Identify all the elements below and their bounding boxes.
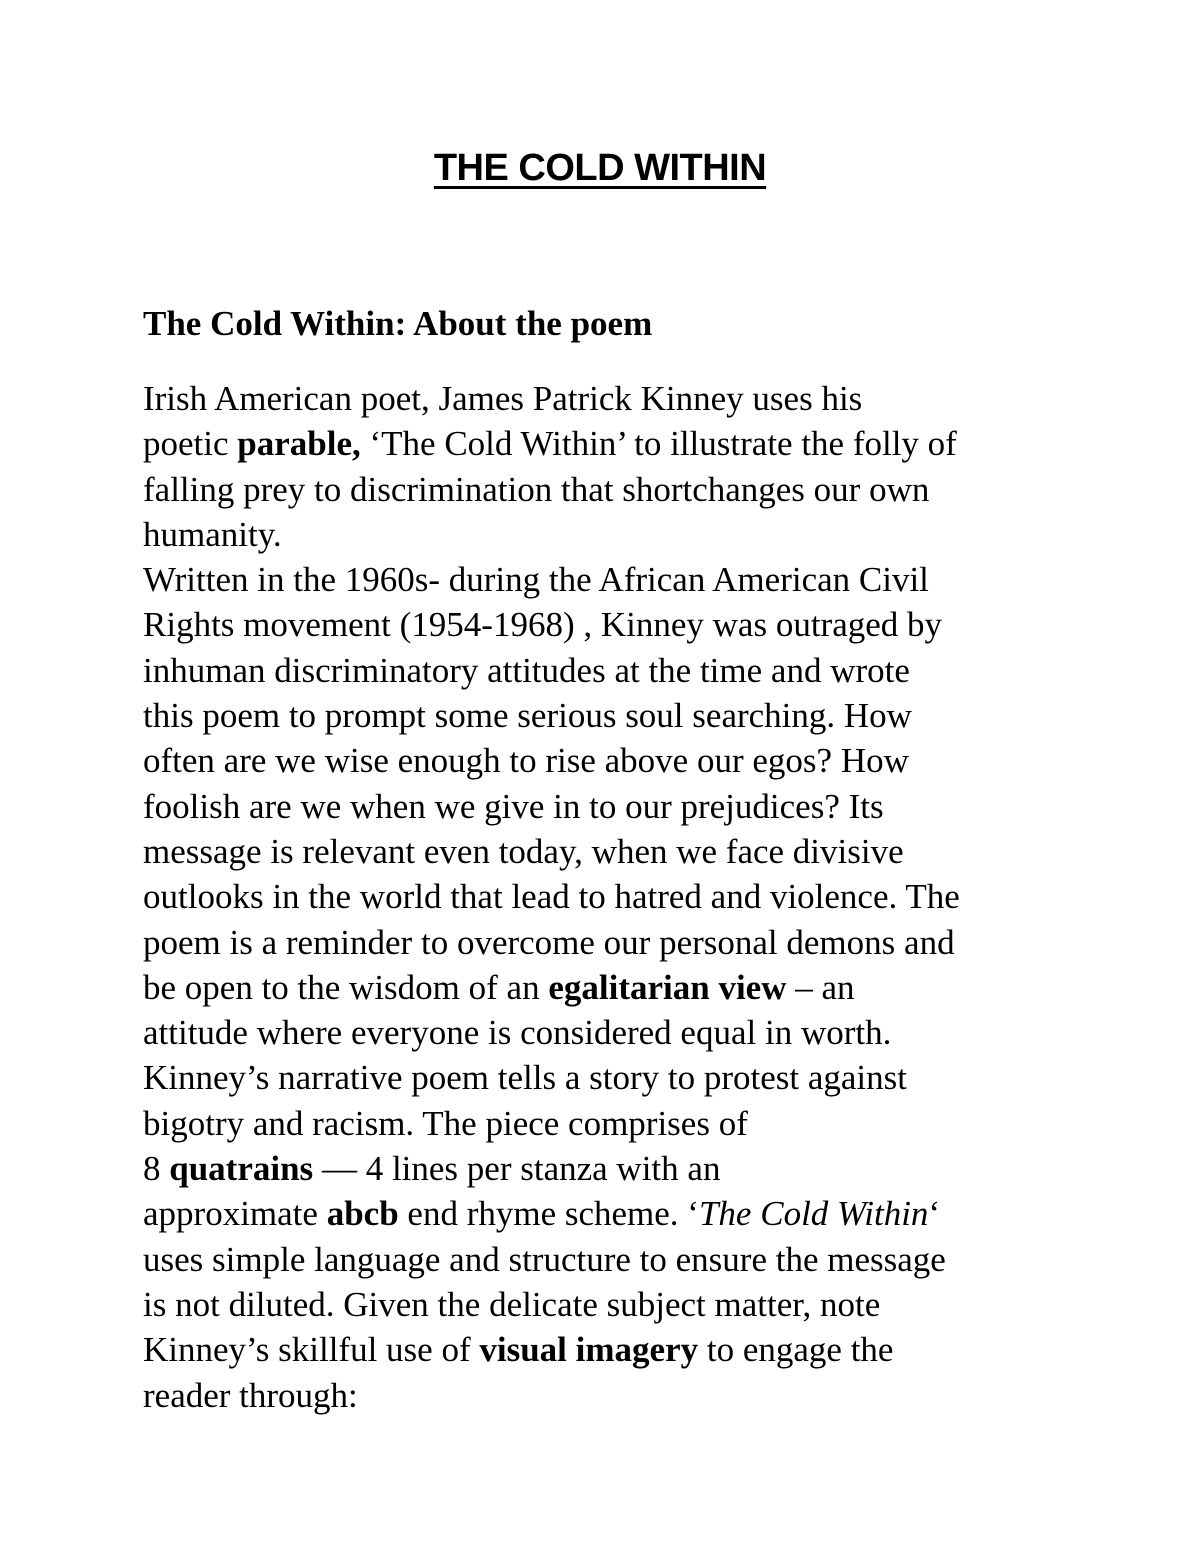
text-line	[143, 1055, 1103, 1100]
text-line	[143, 784, 1103, 829]
text-line	[143, 1237, 1103, 1282]
text-line	[143, 602, 1103, 647]
text-line	[143, 1146, 1103, 1191]
text-line	[143, 965, 1103, 1010]
text-run: uses simple language and structure to ensure the message	[143, 1239, 946, 1279]
text-line	[143, 1327, 1103, 1372]
text-line	[143, 421, 1103, 466]
text-run: inhuman discriminatory attitudes at the time and wrote	[143, 650, 910, 690]
body-text	[143, 376, 1103, 1418]
text-line	[143, 648, 1103, 693]
text-run: ‘	[928, 1194, 941, 1234]
text-run: Written in the 1960s- during the African American Civil	[143, 560, 929, 600]
bold-term: parable,	[237, 424, 361, 464]
text-line	[143, 874, 1103, 919]
text-run: bigotry and racism. The piece comprises of	[143, 1103, 748, 1143]
text-line	[143, 738, 1103, 783]
text-run: to engage the	[698, 1330, 894, 1370]
bold-term: egalitarian view	[548, 967, 787, 1007]
text-run: — 4 lines per stanza with an	[313, 1149, 721, 1189]
text-line	[143, 557, 1103, 602]
text-run: poetic	[143, 424, 238, 464]
text-run: end rhyme scheme. ‘	[398, 1194, 699, 1234]
document-title-text: THE COLD WITHIN	[433, 147, 767, 189]
text-run: – an	[786, 967, 855, 1007]
text-run: Rights movement (1954-1968) , Kinney was outraged by	[143, 605, 943, 645]
text-run: 8	[143, 1149, 170, 1189]
text-run: falling prey to discrimination that shortchanges our own	[143, 469, 930, 509]
text-run: Irish American poet, James Patrick Kinney uses his	[143, 379, 863, 418]
text-line	[143, 512, 1103, 557]
text-run: Kinney’s skillful use of	[143, 1330, 480, 1370]
section-heading: The Cold Within: About the poem	[143, 304, 653, 343]
text-line	[143, 920, 1103, 965]
text-line	[143, 1373, 1103, 1418]
text-line	[143, 829, 1103, 874]
bold-term: quatrains	[169, 1149, 314, 1189]
text-run: this poem to prompt some serious soul searching. How	[143, 696, 912, 736]
text-line	[143, 1191, 1103, 1236]
text-run: often are we wise enough to rise above our egos? How	[143, 741, 909, 781]
text-line	[143, 1101, 1103, 1146]
text-line	[143, 1010, 1103, 1055]
text-line	[143, 376, 1103, 421]
text-run: ‘The Cold Within’ to illustrate the folly of	[360, 424, 957, 464]
text-run: humanity.	[143, 514, 282, 554]
bold-term: visual imagery	[479, 1330, 699, 1370]
text-run: poem is a reminder to overcome our personal demons and	[143, 922, 955, 962]
text-run: be open to the wisdom of an	[143, 967, 549, 1007]
italic-title: The Cold Within	[698, 1194, 929, 1234]
text-run: is not diluted. Given the delicate subject matter, note	[143, 1284, 881, 1324]
document-title	[0, 140, 1200, 196]
text-line	[143, 1282, 1103, 1327]
text-run: attitude where everyone is considered equal in worth.	[143, 1013, 892, 1053]
text-run: outlooks in the world that lead to hatred and violence. The	[143, 877, 960, 917]
text-run: foolish are we when we give in to our prejudices? Its	[143, 786, 884, 826]
text-run: message is relevant even today, when we face divisive	[143, 831, 904, 871]
text-run: Kinney’s narrative poem tells a story to protest against	[143, 1058, 907, 1098]
text-line	[143, 693, 1103, 738]
text-line	[143, 467, 1103, 512]
text-run: reader through:	[143, 1375, 358, 1415]
bold-term: abcb	[326, 1194, 399, 1234]
text-run: approximate	[143, 1194, 327, 1234]
